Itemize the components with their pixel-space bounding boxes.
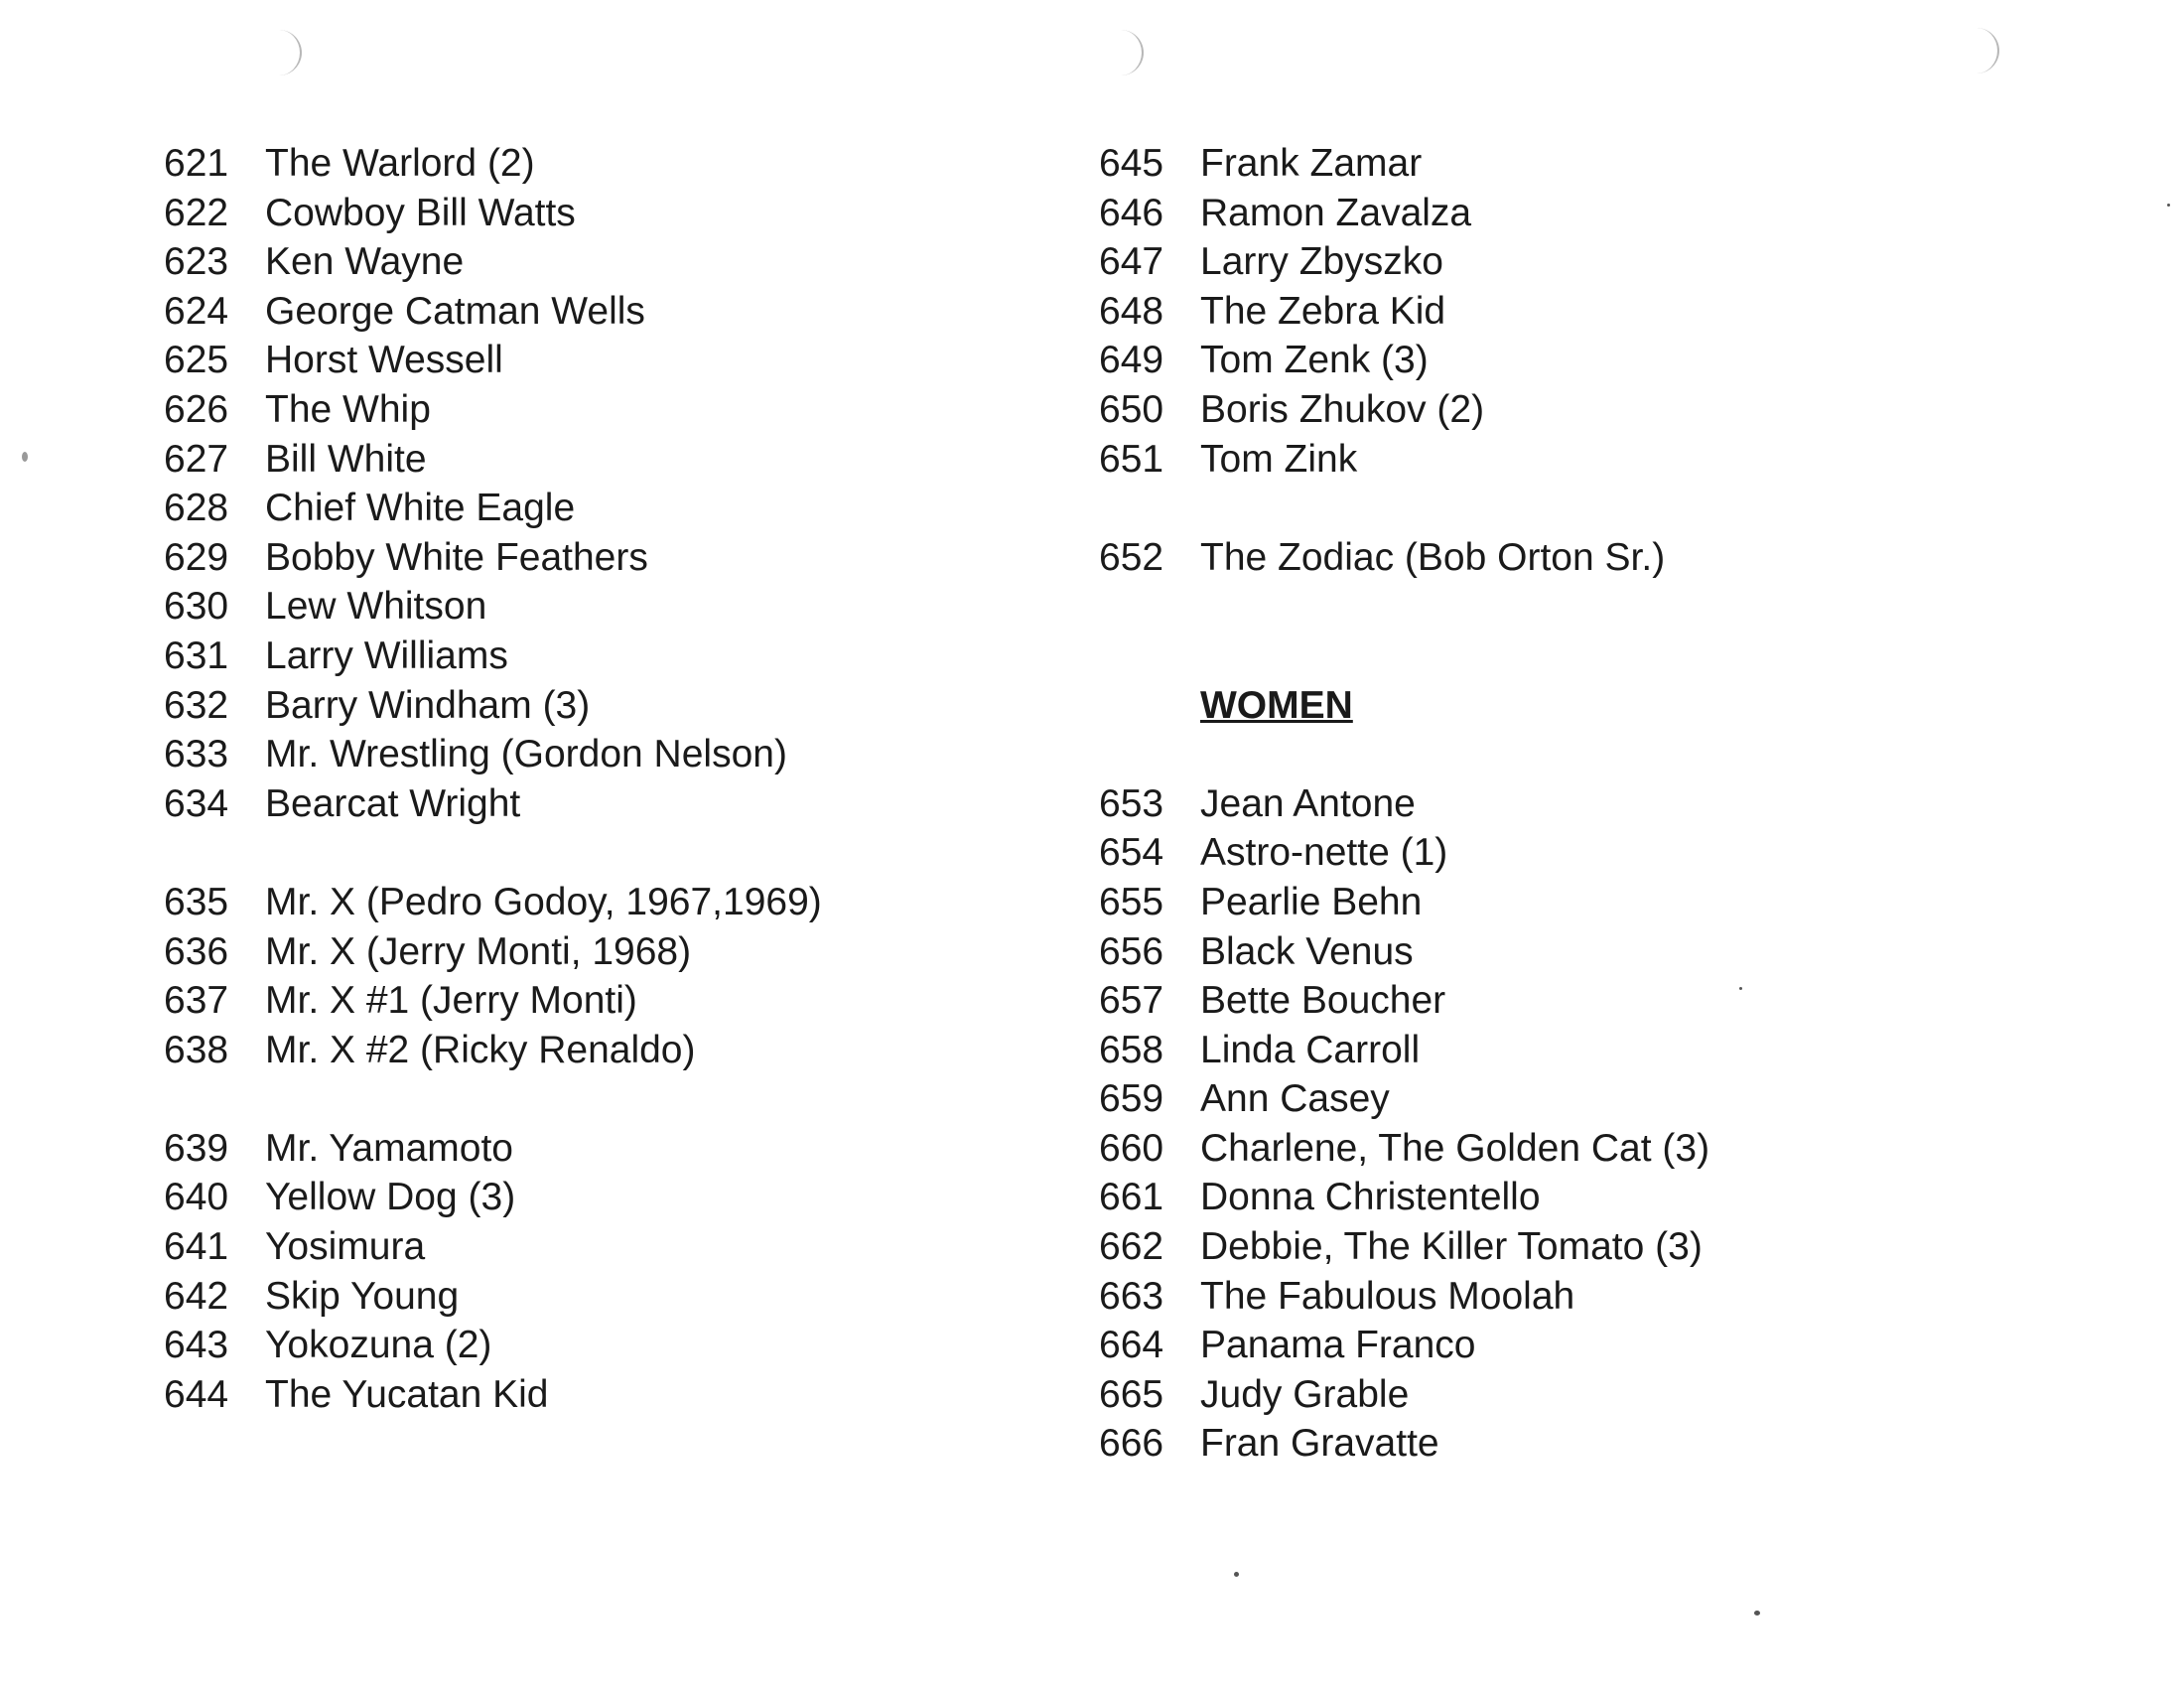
entry-number: 658	[1099, 1028, 1164, 1071]
list-item	[1099, 533, 1709, 583]
entry-number: 656	[1099, 929, 1164, 973]
entry-name: Panama Franco	[1200, 1324, 1476, 1367]
list-spacer	[1099, 484, 1709, 533]
list-item	[1099, 1272, 1709, 1322]
list-item	[1099, 878, 1709, 927]
list-item	[164, 878, 822, 927]
entry-number: 641	[164, 1225, 229, 1269]
scan-speck	[1739, 987, 1742, 990]
entry-name: Bette Boucher	[1200, 979, 1446, 1023]
entry-number: 626	[164, 387, 229, 431]
entry-name: The Fabulous Moolah	[1200, 1274, 1575, 1318]
entry-number: 657	[1099, 979, 1164, 1023]
list-item	[164, 139, 822, 189]
list-spacer	[164, 828, 822, 878]
entry-number: 635	[164, 880, 229, 923]
scan-speck	[2167, 204, 2170, 207]
list-item	[164, 927, 822, 977]
entry-number: 643	[164, 1324, 229, 1367]
list-item	[164, 632, 822, 681]
entry-number: 627	[164, 437, 229, 481]
scan-speck	[1754, 1611, 1760, 1616]
left-column	[164, 139, 822, 1419]
entry-number: 649	[1099, 339, 1164, 382]
entry-number: 630	[164, 585, 229, 629]
list-item	[164, 1026, 822, 1075]
entry-number: 636	[164, 929, 229, 973]
entry-number: 661	[1099, 1176, 1164, 1219]
list-item	[1099, 828, 1709, 878]
entry-name: Mr. X #2 (Ricky Renaldo)	[265, 1028, 696, 1071]
entry-number: 623	[164, 240, 229, 284]
list-item	[164, 1272, 822, 1322]
list-item	[1099, 779, 1709, 829]
entry-name: Linda Carroll	[1200, 1028, 1421, 1071]
entry-name: Yokozuna (2)	[265, 1324, 492, 1367]
list-spacer	[164, 1074, 822, 1124]
list-item	[1099, 287, 1709, 337]
entry-name: Donna Christentello	[1200, 1176, 1541, 1219]
entry-name: Lew Whitson	[265, 585, 487, 629]
scan-speck	[1234, 1572, 1239, 1577]
entry-number: 659	[1099, 1077, 1164, 1121]
list-item	[1099, 336, 1709, 385]
entry-number: 665	[1099, 1372, 1164, 1416]
list-item	[164, 1321, 822, 1370]
entry-name: Skip Young	[265, 1274, 460, 1318]
list-item	[164, 336, 822, 385]
entry-number: 654	[1099, 831, 1164, 875]
list-item	[1099, 1124, 1709, 1174]
list-item	[1099, 1419, 1709, 1469]
entry-name: Mr. Wrestling (Gordon Nelson)	[265, 733, 787, 776]
entry-number: 655	[1099, 880, 1164, 923]
entry-number: 666	[1099, 1422, 1164, 1466]
list-item	[1099, 435, 1709, 485]
list-spacer	[1099, 582, 1709, 632]
entry-number: 662	[1099, 1225, 1164, 1269]
list-item	[164, 1173, 822, 1222]
list-item	[164, 730, 822, 779]
list-item	[1099, 237, 1709, 287]
entry-name: George Catman Wells	[265, 289, 645, 333]
binder-hole-mark	[1976, 28, 1999, 73]
entry-number: 622	[164, 191, 229, 234]
entry-name: Tom Zenk (3)	[1200, 339, 1429, 382]
entry-number: 652	[1099, 535, 1164, 579]
entry-number: 625	[164, 339, 229, 382]
binder-hole-mark	[278, 30, 302, 75]
entry-name: Pearlie Behn	[1200, 880, 1423, 923]
list-item	[1099, 1321, 1709, 1370]
list-item	[164, 1222, 822, 1272]
entry-name: Larry Williams	[265, 633, 508, 677]
entry-number: 663	[1099, 1274, 1164, 1318]
entry-number: 639	[164, 1126, 229, 1170]
entry-name: Bobby White Feathers	[265, 535, 648, 579]
entry-number: 628	[164, 487, 229, 530]
entry-number: 634	[164, 781, 229, 825]
entry-name: Mr. Yamamoto	[265, 1126, 513, 1170]
entry-number: 664	[1099, 1324, 1164, 1367]
entry-name: Bill White	[265, 437, 427, 481]
entry-name: The Whip	[265, 387, 431, 431]
entry-name: Black Venus	[1200, 929, 1414, 973]
women-section-heading: WOMEN	[1200, 683, 1353, 727]
list-item	[164, 533, 822, 583]
entry-number: 651	[1099, 437, 1164, 481]
entry-name: Debbie, The Killer Tomato (3)	[1200, 1225, 1703, 1269]
entry-name: Mr. X (Jerry Monti, 1968)	[265, 929, 692, 973]
entry-name: Barry Windham (3)	[265, 683, 591, 727]
list-spacer	[1099, 730, 1709, 779]
entry-name: Astro-nette (1)	[1200, 831, 1448, 875]
entry-number: 640	[164, 1176, 229, 1219]
list-item	[164, 582, 822, 632]
entry-name: Mr. X (Pedro Godoy, 1967,1969)	[265, 880, 822, 923]
entry-number: 653	[1099, 781, 1164, 825]
entry-name: Boris Zhukov (2)	[1200, 387, 1485, 431]
entry-number: 624	[164, 289, 229, 333]
entry-name: Yosimura	[265, 1225, 426, 1269]
entry-number: 645	[1099, 142, 1164, 185]
entry-name: Jean Antone	[1200, 781, 1416, 825]
list-item	[1099, 385, 1709, 435]
list-item	[1099, 1026, 1709, 1075]
entry-name: The Yucatan Kid	[265, 1372, 549, 1416]
entry-name: Charlene, The Golden Cat (3)	[1200, 1126, 1710, 1170]
entry-name: Frank Zamar	[1200, 142, 1423, 185]
entry-name: Ken Wayne	[265, 240, 465, 284]
right-column	[1099, 139, 1709, 1469]
list-item	[1099, 1370, 1709, 1420]
entry-name: Judy Grable	[1200, 1372, 1410, 1416]
entry-name: Cowboy Bill Watts	[265, 191, 576, 234]
entry-number: 660	[1099, 1126, 1164, 1170]
list-item	[164, 1370, 822, 1420]
entry-name: Tom Zink	[1200, 437, 1358, 481]
entry-number: 647	[1099, 240, 1164, 284]
list-item	[1099, 139, 1709, 189]
entry-number: 648	[1099, 289, 1164, 333]
entry-name: Chief White Eagle	[265, 487, 576, 530]
list-item	[164, 779, 822, 829]
list-item	[164, 385, 822, 435]
entry-number: 633	[164, 733, 229, 776]
list-item	[1099, 1222, 1709, 1272]
binder-hole-mark	[1120, 30, 1144, 75]
entry-name: The Zodiac (Bob Orton Sr.)	[1200, 535, 1666, 579]
entry-name: Yellow Dog (3)	[265, 1176, 516, 1219]
list-item	[164, 484, 822, 533]
entry-number: 621	[164, 142, 229, 185]
list-item	[1099, 189, 1709, 238]
entry-number: 629	[164, 535, 229, 579]
entry-number: 637	[164, 979, 229, 1023]
list-item	[164, 435, 822, 485]
list-item	[164, 189, 822, 238]
scan-speck	[22, 452, 28, 462]
entry-name: Bearcat Wright	[265, 781, 521, 825]
list-item	[164, 287, 822, 337]
list-spacer	[1099, 632, 1709, 681]
list-item	[1099, 976, 1709, 1026]
entry-number: 632	[164, 683, 229, 727]
entry-number: 642	[164, 1274, 229, 1318]
list-item	[1099, 927, 1709, 977]
list-item	[164, 1124, 822, 1174]
list-item	[1099, 1173, 1709, 1222]
entry-name: Ramon Zavalza	[1200, 191, 1472, 234]
list-item	[1099, 1074, 1709, 1124]
entry-name: Larry Zbyszko	[1200, 240, 1443, 284]
list-item	[164, 681, 822, 731]
entry-number: 644	[164, 1372, 229, 1416]
entry-name: Fran Gravatte	[1200, 1422, 1439, 1466]
entry-number: 650	[1099, 387, 1164, 431]
entry-number: 646	[1099, 191, 1164, 234]
entry-number: 638	[164, 1028, 229, 1071]
entry-name: Horst Wessell	[265, 339, 503, 382]
entry-name: The Warlord (2)	[265, 142, 535, 185]
list-item	[164, 976, 822, 1026]
entry-name: Mr. X #1 (Jerry Monti)	[265, 979, 637, 1023]
entry-name: The Zebra Kid	[1200, 289, 1446, 333]
entry-name: Ann Casey	[1200, 1077, 1390, 1121]
list-item	[164, 237, 822, 287]
entry-number: 631	[164, 633, 229, 677]
